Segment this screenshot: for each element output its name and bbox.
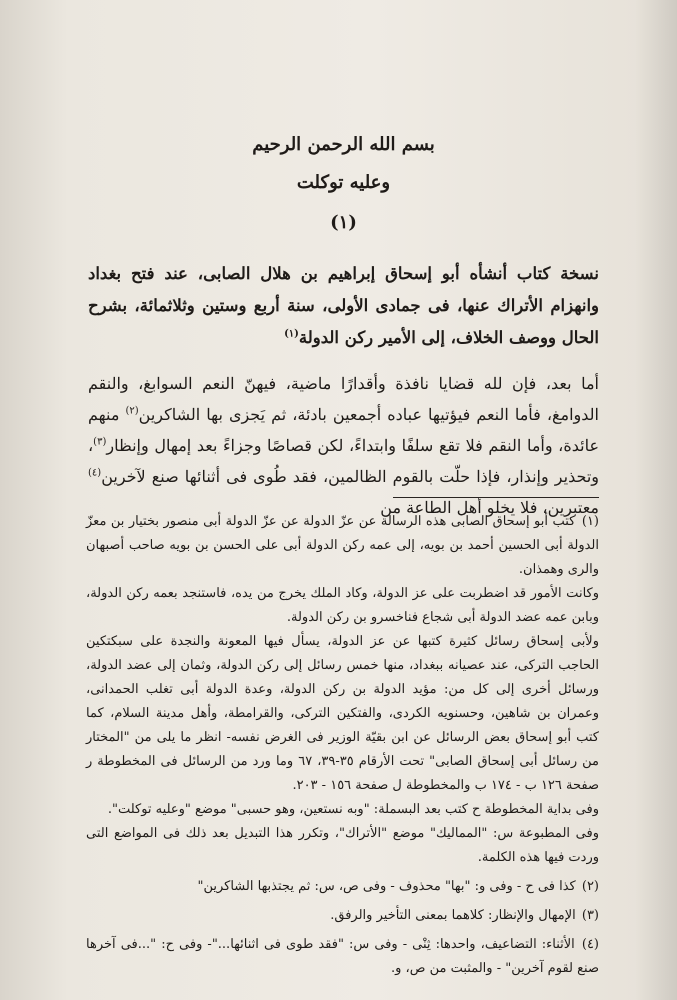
footnote-1-number: (١) bbox=[581, 514, 599, 529]
footnote-4-number: (٤) bbox=[581, 937, 599, 952]
footnote-1-para2: وكانت الأمور قد اضطربت على عز الدولة، وكاد الملك يخرج من يده، فاستنجد بعمه ركن الدولة، وبابن عمه عضد الدولة أبى شجاع فناخسرو بن ركن الدولة. bbox=[86, 586, 599, 625]
footnote-3 bbox=[86, 904, 599, 928]
footnote-1-para4: وفى بداية المخطوطة ح كتب بعد البسملة: "وبه نستعين، وهو حسبى" موضع "وعليه توكلت". bbox=[107, 802, 599, 817]
footnotes bbox=[86, 510, 599, 986]
footnote-2 bbox=[86, 875, 599, 899]
footnote-1-para3: ولأبى إسحاق رسائل كثيرة كتبها عن عز الدولة، يسأل فيها المعونة والنجدة على سبكتكين الحاجب التركى، عند عصيانه ببغداد، منها خمس رسائل إلى ركن الدولة، وثمان إلى عضد الدولة، ورسائل أخرى إلى كل من: مؤيد الدولة بن ركن الدولة، وعدة الدولة أبى تغلب الحمدانى، وعمران بن شاهين، وحسنويه الكردى، والفتكين التركى، والقرامطة، وأهل مدينة السلام، كما كتب أبو إسحاق بعض الرسائل عن ابن بقيّة الوزير فى الغرض نفسه- انظر ما يلى من "المختار من رسائل أبى إسحاق الصابى" تحت الأرقام ٣٥-٣٩، ٦٧ وما ورد من الرسائل فى المخطوطة ر صفحة ١٢٦ ب - ١٧٤ ب والمخطوطة ل صفحة ١٥٦ - ٢٠٣. bbox=[86, 634, 600, 793]
letter-title-text: نسخة كتاب أنشأه أبو إسحاق إبراهيم بن هلال الصابى، عند فتح بغداد وانهزام الأتراك عنها، فى جمادى الأولى، سنة أربع وستين وثلاثمائة، بشرح الحال ووصف الخلاف، إلى الأمير ركن الدولة bbox=[88, 264, 599, 347]
footnote-4 bbox=[86, 933, 599, 981]
basmala-heading: بسم الله الرحمن الرحيم bbox=[252, 134, 435, 155]
footnote-4-text: الأثناء: التضاعيف، واحدها: ثِنْى - وفى س: "فقد طوى فى اثنائها..."- وفى ح: "...فى آخرها صنع لقوم آخرين" - والمثبت من ص، و. bbox=[86, 937, 599, 976]
body-text-3: ، وتحذير وإنذار، فإذا حلّت بالقوم الظالمين، فقد طُوى فى أثنائها صنع لآخرين bbox=[88, 436, 599, 486]
footnote-ref-2: (٢) bbox=[125, 405, 139, 417]
section-number: (١) bbox=[330, 212, 357, 233]
body-text-4: معتبرين، فلا يخلو أهل الطاعة من bbox=[380, 498, 599, 517]
page-edge-shadow bbox=[635, 0, 677, 1000]
footnote-1-para5: وفى المطبوعة س: "المماليك" موضع "الأتراك"، وتكرر هذا التبديل بعد ذلك فى المواضع التى وردت فيها هذه الكلمة. bbox=[86, 826, 599, 865]
footnote-1-first bbox=[86, 510, 599, 582]
main-text bbox=[88, 118, 599, 523]
letter-title bbox=[88, 258, 599, 354]
tawakkul-heading: وعليه توكلت bbox=[296, 172, 391, 193]
footnote-3-number: (٣) bbox=[581, 908, 599, 923]
footnote-3-text: الإمهال والإنظار: كلاهما بمعنى التأخير والرفق. bbox=[330, 908, 576, 923]
letter-body bbox=[88, 368, 599, 523]
footnote-ref-4: (٤) bbox=[88, 467, 102, 479]
body-text-1: أما بعد، فإن لله قضايا نافذة وأقدارًا ماضية، فيهنّ النعم السوابغ، والنقم الدوامغ، فأما النعم فيؤتيها عباده أجمعين بادئة، ثم يَجزى بها الشاكرين bbox=[88, 374, 599, 424]
body-text-2: منهم عائدة، وأما النقم فلا تقع سلفًا وابتداءً، لكن قصاصًا وجزاءً بعد إمهال وإنظار bbox=[88, 405, 599, 455]
footnote-ref-3: (٣) bbox=[93, 436, 107, 448]
footnote-1-line1: كتب أبو إسحاق الصابى هذه الرسالة عن عزّ الدولة عن عزّ الدولة أبى منصور بختيار بن معزّ الدولة أبى الحسين أحمد بن بويه، إلى عمه ركن الدولة أبى على الحسن بن بويه صاحب أصبهان والرى وهمذان. bbox=[86, 514, 599, 577]
footnote-2-text: كذا فى ح - وفى و: "بها" محذوف - وفى ص، س: ثم يجتذبها الشاكرين" bbox=[197, 879, 576, 894]
footnote-separator bbox=[393, 497, 599, 498]
footnote-1 bbox=[86, 510, 599, 870]
footnote-2-number: (٢) bbox=[581, 879, 599, 894]
footnote-ref-1: (١) bbox=[284, 328, 299, 340]
